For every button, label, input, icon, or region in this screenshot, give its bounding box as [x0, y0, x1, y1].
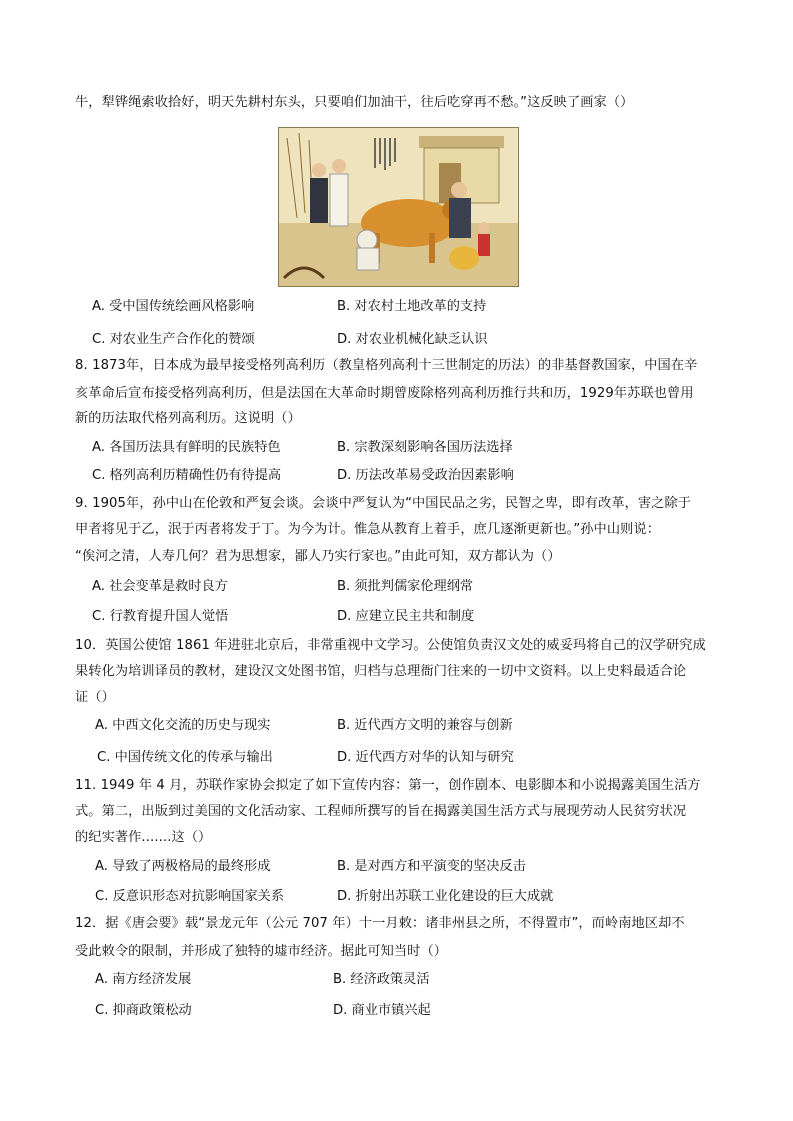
q11-option-d[interactable]: D. 折射出苏联工业化建设的巨大成就 [337, 889, 554, 904]
q8-stem-line2: 亥革命后宣布接受格列高利历，但是法国在大革命时期曾废除格列高利历推行共和历，1929年苏联也曾用 [75, 386, 694, 401]
q10-stem-line2: 果转化为培训译员的教材，建设汉文处图书馆，归档与总理衙门往来的一切中文资料。以上史料最适合论 [75, 664, 687, 679]
q8-option-b[interactable]: B. 宗教深刻影响各国历法选择 [337, 440, 513, 455]
farm-scene-icon [279, 128, 519, 287]
q12-stem-line2: 受此敕令的限制，并形成了独特的墟市经济。据此可知当时（） [75, 944, 448, 959]
q7-option-d[interactable]: D. 对农业机械化缺乏认识 [337, 332, 488, 347]
q10-option-b[interactable]: B. 近代西方文明的兼容与创新 [337, 718, 513, 733]
q11-stem-line3: 的纪实著作.......这（） [75, 830, 212, 845]
q9-option-c[interactable]: C. 行教育提升国人觉悟 [92, 609, 229, 624]
q11-option-c[interactable]: C. 反意识形态对抗影响国家关系 [95, 889, 285, 904]
q9-stem-line3: “俟河之清，人寿几何？君为思想家，鄙人乃实行家也。”由此可知，双方都认为（） [75, 549, 561, 564]
q7-option-c[interactable]: C. 对农业生产合作化的赞颂 [92, 332, 255, 347]
q9-stem-line2: 甲者将见于乙，泯于丙者将发于丁。为今为计。惟急从教育上着手，庶几逐渐更新也。”孙中山则说： [75, 522, 660, 537]
q12-option-a[interactable]: A. 南方经济发展 [95, 972, 192, 987]
q9-option-a[interactable]: A. 社会变革是救时良方 [92, 579, 228, 594]
q10-option-d[interactable]: D. 近代西方对华的认知与研究 [337, 750, 514, 765]
q11-option-b[interactable]: B. 是对西方和平演变的坚决反击 [337, 859, 526, 874]
q9-stem-line1: 9. 1905年，孙中山在伦敦和严复会谈。会谈中严复认为“中国民品之劣，民智之卑，即有改革，害之除于 [75, 496, 692, 511]
q8-option-c[interactable]: C. 格列高利历精确性仍有待提高 [92, 468, 282, 483]
q8-option-a[interactable]: A. 各国历法具有鲜明的民族特色 [92, 440, 281, 455]
q7-option-b[interactable]: B. 对农村土地改革的支持 [337, 299, 487, 314]
q11-stem-line1: 11. 1949 年 4 月，苏联作家协会拟定了如下宣传内容：第一，创作剧本、电影脚本和小说揭露美国生活方 [75, 778, 701, 793]
q12-option-c[interactable]: C. 抑商政策松动 [95, 1003, 192, 1018]
q9-option-d[interactable]: D. 应建立民主共和制度 [337, 609, 475, 624]
q11-option-a[interactable]: A. 导致了两极格局的最终形成 [95, 859, 271, 874]
q7-option-a[interactable]: A. 受中国传统绘画风格影响 [92, 299, 255, 314]
q9-option-b[interactable]: B. 须批判儒家伦理纲常 [337, 579, 474, 594]
q10-option-c[interactable]: C. 中国传统文化的传承与输出 [97, 750, 273, 765]
q12-option-d[interactable]: D. 商业市镇兴起 [333, 1003, 431, 1018]
q10-stem-line1: 10．英国公使馆 1861 年进驻北京后，非常重视中文学习。公使馆负责汉文处的威妥玛将自己的汉学研究成 [75, 638, 706, 653]
q8-option-d[interactable]: D. 历法改革易受政治因素影响 [337, 468, 514, 483]
q10-stem-line3: 证（） [75, 690, 115, 705]
q12-option-b[interactable]: B. 经济政策灵活 [333, 972, 430, 987]
q8-stem-line1: 8. 1873年，日本成为最早接受格列高利历（教皇格列高利十三世制定的历法）的非基督教国家，中国在辛 [75, 358, 698, 373]
q11-stem-line2: 式。第二，出版到过美国的文化活动家、工程师所撰写的旨在揭露美国生活方式与展现劳动人民贫穷状况 [75, 804, 687, 819]
q10-option-a[interactable]: A. 中西文化交流的历史与现实 [95, 718, 271, 733]
q8-stem-line3: 新的历法取代格列高利历。这说明（） [75, 411, 301, 426]
farm-painting-illustration [278, 127, 519, 287]
q7-stem-tail: 牛，犁铧绳索收拾好，明天先耕村东头，只要咱们加油干，往后吃穿再不愁。”这反映了画家（） [75, 95, 634, 110]
q12-stem-line1: 12．据《唐会要》载“景龙元年（公元 707 年）十一月敕：诸非州县之所，不得置市”，而岭南地区却不 [75, 916, 685, 931]
